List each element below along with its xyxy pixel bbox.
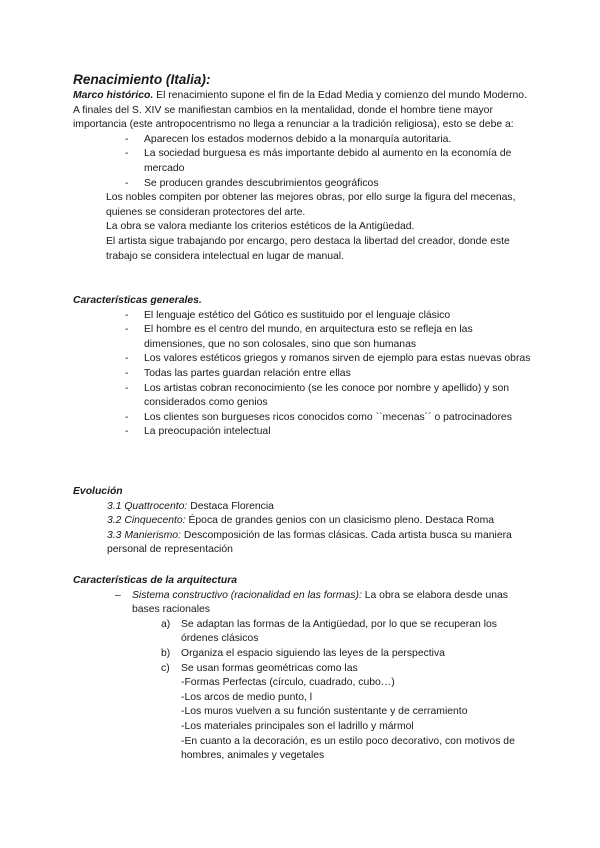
list-item: - Los valores estéticos griegos y romanos sirven de ejemplo para estas nuevas obras xyxy=(125,353,531,365)
caracteristicas-heading: Características generales. xyxy=(73,295,202,306)
page-title: Renacimiento (Italia): xyxy=(73,72,211,87)
sub-line: -En cuanto a la decoración, es un estilo poco decorativo, con motivos de hombres, animales y vegetales xyxy=(181,735,515,762)
list-item: - La preocupación intelectual xyxy=(125,426,271,438)
arquitectura-ordered-list xyxy=(73,618,533,676)
sub-line: -Formas Perfectas (círculo, cuadrado, cubo…) xyxy=(181,677,395,689)
marco-intro-text: El renacimiento supone el fin de la Edad Media y comienzo del mundo Moderno. A finales del S. XIV se manifiestan cambios en la mentalidad, donde el hombre tiene mayor importancia (este antropocentrismo no llega a renunciar a la tradición religiosa), esto se debe a: xyxy=(73,90,527,131)
list-item: - El hombre es el centro del mundo, en arquitectura esto se refleja en las dimensiones, que no son colosales, sino que son humanas xyxy=(125,324,473,350)
list-item: a) Se adaptan las formas de la Antigüedad, por lo que se recuperan los órdenes clásicos xyxy=(161,618,497,645)
evolucion-item: 3.3 Manierismo: Descomposición de las formas clásicas. Cada artista busca su maniera personal de representación xyxy=(107,529,512,556)
sub-line: -Los muros vuelven a su función sustentante y de cerramiento xyxy=(181,706,468,718)
evolucion-item: 3.2 Cinquecento: Época de grandes genios con un clasicismo pleno. Destaca Roma xyxy=(107,515,495,527)
arquitectura-heading: Características de la arquitectura xyxy=(73,575,238,586)
list-item: - Los clientes son burgueses ricos conocidos como ``mecenas´´ o patrocinadores xyxy=(125,411,512,423)
list-item: b) Organiza el espacio siguiendo las leyes de la perspectiva xyxy=(161,647,445,659)
list-item: - Se producen grandes descubrimientos geográficos xyxy=(125,177,379,189)
section-evolucion xyxy=(73,485,533,558)
sub-line: -Los materiales principales son el ladrillo y mármol xyxy=(181,720,414,732)
caracteristicas-bullet-list xyxy=(73,309,533,440)
evolucion-item: 3.1 Quattrocento: Destaca Florencia xyxy=(107,500,274,512)
marco-intro xyxy=(73,89,533,133)
sub-line: -Los arcos de medio punto, l xyxy=(181,691,313,703)
sistema-constructivo: – Sistema constructivo (racionalidad en las formas): La obra se elabora desde unas bases racionales xyxy=(115,589,509,616)
evolucion-heading: Evolución xyxy=(73,486,123,497)
list-item: - Todas las partes guardan relación entre ellas xyxy=(125,367,351,379)
marco-paragraph: El artista sigue trabajando por encargo, pero destaca la libertad del creador, donde este trabajo se considera intelectual en lugar de manual. xyxy=(106,235,510,262)
list-item: - Los artistas cobran reconocimiento (se les conoce por nombre y apellido) y son considerados como genios xyxy=(125,382,510,409)
section-caracteristicas-generales xyxy=(73,294,533,440)
marco-bullet-list xyxy=(73,133,533,191)
list-item: - La sociedad burguesa es más importante debido al aumento en la economía de mercado xyxy=(125,148,512,174)
section-arquitectura xyxy=(73,574,533,764)
marco-heading: Marco histórico. xyxy=(73,90,154,101)
section-marco-historico xyxy=(73,89,533,264)
marco-paragraph: La obra se valora mediante los criterios estéticos de la Antigüedad. xyxy=(106,221,415,233)
marco-paragraph: Los nobles compiten por obtener las mejores obras, por ello surge la figura del mecenas, quienes se consideran protectores del arte. xyxy=(106,192,516,218)
list-item: c) Se usan formas geométricas como las xyxy=(161,662,358,674)
list-item: - El lenguaje estético del Gótico es sustituido por el lenguaje clásico xyxy=(125,309,451,321)
list-item: - Aparecen los estados modernos debido a la monarquía autoritaria. xyxy=(125,133,452,145)
